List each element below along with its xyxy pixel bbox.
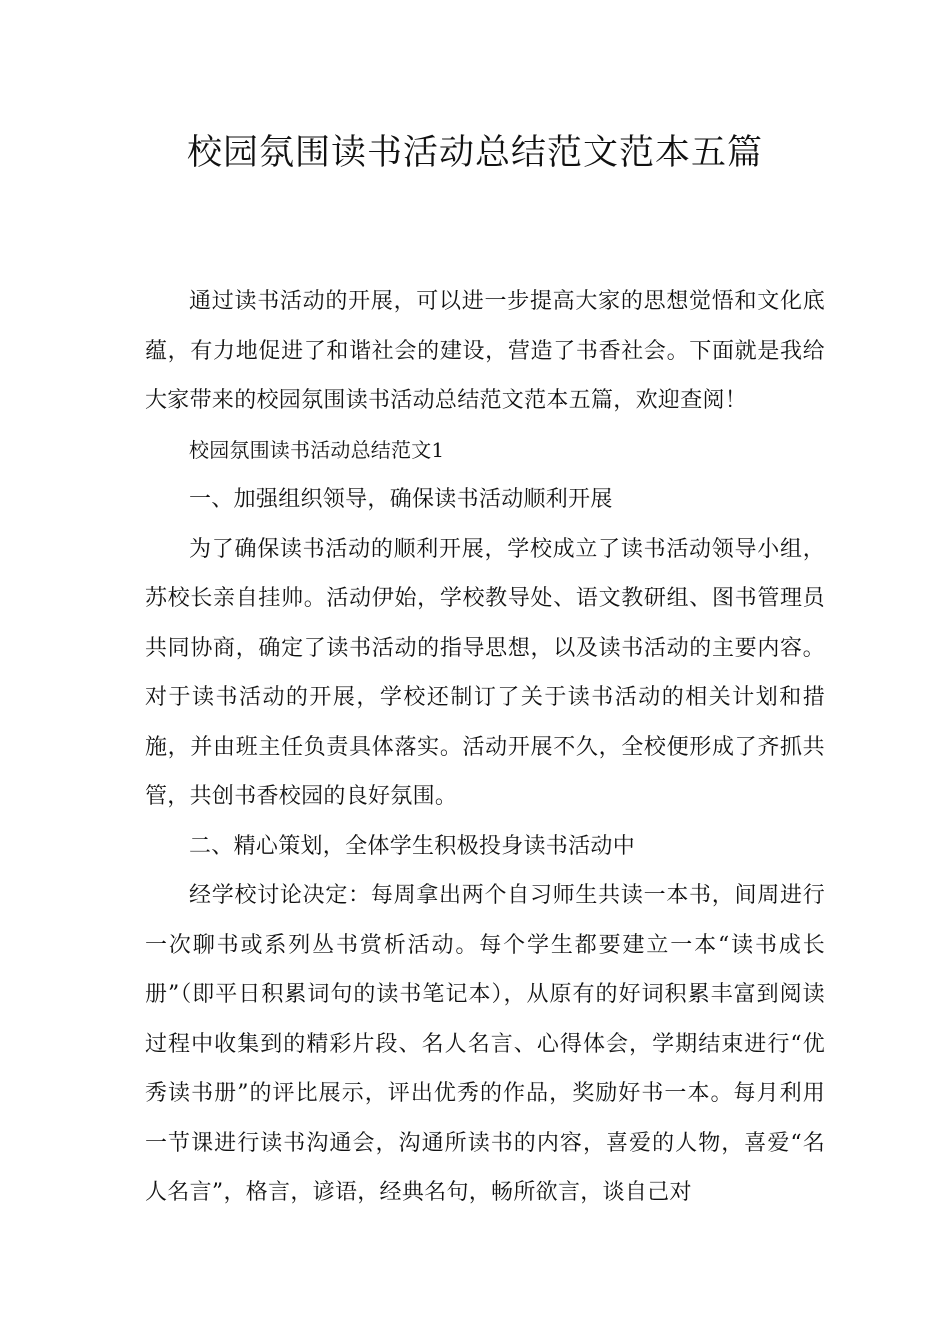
body-paragraph-organization: 为了确保读书活动的顺利开展，学校成立了读书活动领导小组，苏校长亲自挂帅。活动伊始，学校教导处、语文教研组、图书管理员共同协商，确定了读书活动的指导思想，以及读书活动的主要内容。对于读书活动的开展，学校还制订了关于读书活动的相关计划和措施，并由班主任负责具体落实。活动开展不久，全校便形成了齐抓共管，共创书香校园的良好氛围。 (145, 536, 825, 809)
subheading-organization: 一、加强组织领导，确保读书活动顺利开展 (189, 487, 613, 512)
section-title-essay-1: 校园氛围读书活动总结范文1 (189, 437, 445, 462)
document-title: 校园氛围读书活动总结范文范本五篇 (186, 133, 763, 173)
document-body (145, 277, 825, 1218)
intro-paragraph: 通过读书活动的开展，可以进一步提高大家的思想觉悟和文化底蕴，有力地促进了和谐社会的建设，营造了书香社会。下面就是我给大家带来的校园氛围读书活动总结范文范本五篇，欢迎查阅！ (145, 289, 825, 413)
body-paragraph-planning: 经学校讨论决定：每周拿出两个自习师生共读一本书，间周进行一次聊书或系列丛书赏析活动。每个学生都要建立一本“读书成长册”（即平日积累词句的读书笔记本），从原有的好词积累丰富到阅读过程中收集到的精彩片段、名人名言、心得体会，学期结束进行“优秀读书册”的评比展示，评出优秀的作品，奖励好书一本。每月利用一节课进行读书沟通会，沟通所读书的内容，喜爱的人物，喜爱“名人名言”，格言，谚语，经典名句，畅所欲言，谈自己对 (145, 883, 825, 1205)
subheading-planning: 二、精心策划，全体学生积极投身读书活动中 (189, 833, 636, 859)
